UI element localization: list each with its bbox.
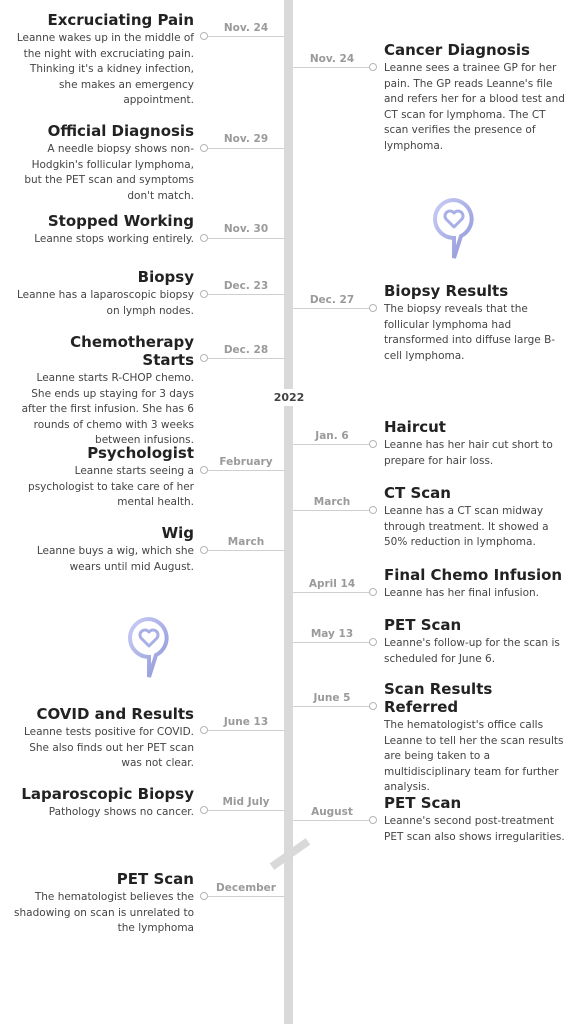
right-event-pet-scan-may: [384, 616, 568, 667]
connector-line: [206, 810, 284, 811]
event-title: Biopsy Results: [384, 282, 509, 300]
connector-line: [206, 358, 284, 359]
connector-line: [293, 592, 371, 593]
event-text: The biopsy reveals that the follicular lymphoma had transformed into diffuse large B-cell lymphoma.: [384, 303, 556, 362]
connector-dot: [200, 726, 208, 734]
event-title: PET Scan: [384, 794, 462, 812]
left-event-psychologist: [14, 444, 194, 511]
heart-chat-logo-icon: [126, 615, 172, 681]
event-title: Official Diagnosis: [47, 122, 194, 140]
connector-line: [293, 510, 371, 511]
connector-line: [293, 642, 371, 643]
event-title: COVID and Results: [36, 705, 194, 723]
event-title: PET Scan: [116, 870, 194, 888]
event-date: August: [311, 806, 353, 818]
event-date: Mid July: [222, 796, 270, 808]
connector-line: [206, 470, 284, 471]
event-title: Cancer Diagnosis: [384, 41, 530, 59]
event-date: June 5: [313, 692, 351, 704]
event-text: Pathology shows no cancer.: [48, 806, 194, 818]
event-date: February: [219, 456, 273, 468]
event-date: March: [313, 496, 351, 508]
event-text: A needle biopsy shows non-Hodgkin's follicular lymphoma, but the PET scan and symptoms don't match.: [24, 143, 194, 202]
right-event-pet-scan-august: [384, 794, 568, 845]
event-date: March: [227, 536, 265, 548]
connector-line: [206, 294, 284, 295]
event-text: Leanne sees a trainee GP for her pain. The GP reads Leanne's file and refers her for a blood test and CT scan for lymphoma. The CT scan verifies the presence of lymphoma.: [384, 62, 565, 152]
event-text: Leanne stops working entirely.: [34, 233, 194, 245]
event-date: June 13: [223, 716, 269, 728]
event-date: Nov. 30: [223, 223, 269, 235]
connector-line: [293, 820, 371, 821]
event-title: Scan Results Referred: [384, 680, 493, 716]
event-text: Leanne starts seeing a psychologist to take care of her mental health.: [28, 465, 194, 508]
event-text: Leanne has her hair cut short to prepare for hair loss.: [384, 439, 553, 467]
connector-line: [293, 444, 371, 445]
right-event-biopsy-results: [384, 282, 568, 364]
event-date: Jan. 6: [315, 430, 349, 442]
event-text: The hematologist believes the shadowing on scan is unrelated to the lymphoma: [14, 891, 194, 934]
connector-dot: [369, 588, 377, 596]
event-text: Leanne tests positive for COVID. She also finds out her PET scan was not clear.: [23, 726, 194, 769]
event-text: Leanne has her final infusion.: [384, 587, 540, 599]
event-text: Leanne starts R-CHOP chemo. She ends up staying for 3 days after the first infusion. She has 6 rounds of chemo with 3 weeks between infusions.: [21, 372, 194, 446]
event-date: Dec. 28: [223, 344, 269, 356]
connector-dot: [200, 234, 208, 242]
event-title: Excruciating Pain: [47, 11, 194, 29]
left-event-official-diagnosis: [14, 122, 194, 204]
left-event-wig: [14, 524, 194, 575]
event-title: PET Scan: [384, 616, 462, 634]
connector-dot: [369, 702, 377, 710]
connector-line: [206, 238, 284, 239]
event-date: April 14: [308, 578, 356, 590]
year-marker: 2022: [270, 389, 308, 406]
event-title: Haircut: [384, 418, 446, 436]
event-title: Wig: [161, 524, 194, 542]
right-event-haircut: [384, 418, 568, 469]
event-text: Leanne's second post-treatment PET scan also shows irregularities.: [384, 815, 565, 843]
heart-chat-logo-icon: [431, 196, 477, 262]
event-date: Dec. 27: [309, 294, 355, 306]
event-text: Leanne's follow-up for the scan is scheduled for June 6.: [384, 637, 560, 665]
connector-line: [206, 896, 284, 897]
connector-dot: [200, 290, 208, 298]
event-text: Leanne has a CT scan midway through treatment. It showed a 50% reduction in lymphoma.: [384, 505, 549, 548]
left-event-laparoscopic-biopsy: [14, 785, 194, 821]
event-date: May 13: [310, 628, 354, 640]
event-title: Biopsy: [137, 268, 194, 286]
right-event-final-chemo-infusion: [384, 566, 568, 602]
connector-line: [206, 36, 284, 37]
connector-dot: [200, 806, 208, 814]
timeline-spine: [284, 0, 293, 1024]
right-event-cancer-diagnosis: [384, 41, 568, 154]
event-text: Leanne has a laparoscopic biopsy on lymph nodes.: [16, 289, 194, 317]
connector-dot: [200, 32, 208, 40]
connector-dot: [200, 144, 208, 152]
event-title: CT Scan: [384, 484, 451, 502]
connector-line: [293, 706, 371, 707]
right-event-scan-results-referred: [384, 680, 568, 796]
left-event-pet-scan: [14, 870, 194, 937]
connector-line: [293, 308, 371, 309]
event-date: Nov. 29: [223, 133, 269, 145]
connector-dot: [200, 466, 208, 474]
event-text: Leanne wakes up in the middle of the night with excruciating pain. Thinking it's a kidney infection, she makes an emergency appointment.: [16, 32, 194, 106]
event-text: The hematologist's office calls Leanne to tell her the scan results are being taken to a multidisciplinary team for further analysis.: [384, 719, 564, 793]
connector-dot: [200, 354, 208, 362]
connector-dot: [369, 638, 377, 646]
left-event-chemotherapy-starts: [14, 333, 194, 449]
connector-dot: [369, 816, 377, 824]
connector-dot: [369, 506, 377, 514]
connector-line: [293, 67, 371, 68]
connector-dot: [369, 63, 377, 71]
event-title: Laparoscopic Biopsy: [21, 785, 194, 803]
event-date: Nov. 24: [309, 53, 355, 65]
event-title: Chemotherapy Starts: [70, 333, 194, 369]
connector-line: [206, 730, 284, 731]
connector-line: [206, 550, 284, 551]
connector-dot: [369, 304, 377, 312]
event-date: December: [216, 882, 276, 894]
event-text: Leanne buys a wig, which she wears until mid August.: [36, 545, 194, 573]
connector-dot: [369, 440, 377, 448]
event-title: Psychologist: [87, 444, 194, 462]
right-event-ct-scan: [384, 484, 568, 551]
left-event-covid-and-results: [14, 705, 194, 772]
left-event-excruciating-pain: [14, 11, 194, 109]
connector-line: [206, 148, 284, 149]
event-date: Dec. 23: [223, 280, 269, 292]
event-title: Stopped Working: [47, 212, 194, 230]
left-event-biopsy: [14, 268, 194, 319]
event-date: Nov. 24: [223, 22, 269, 34]
connector-dot: [200, 546, 208, 554]
left-event-stopped-working: [14, 212, 194, 248]
event-title: Final Chemo Infusion: [384, 566, 563, 584]
connector-dot: [200, 892, 208, 900]
